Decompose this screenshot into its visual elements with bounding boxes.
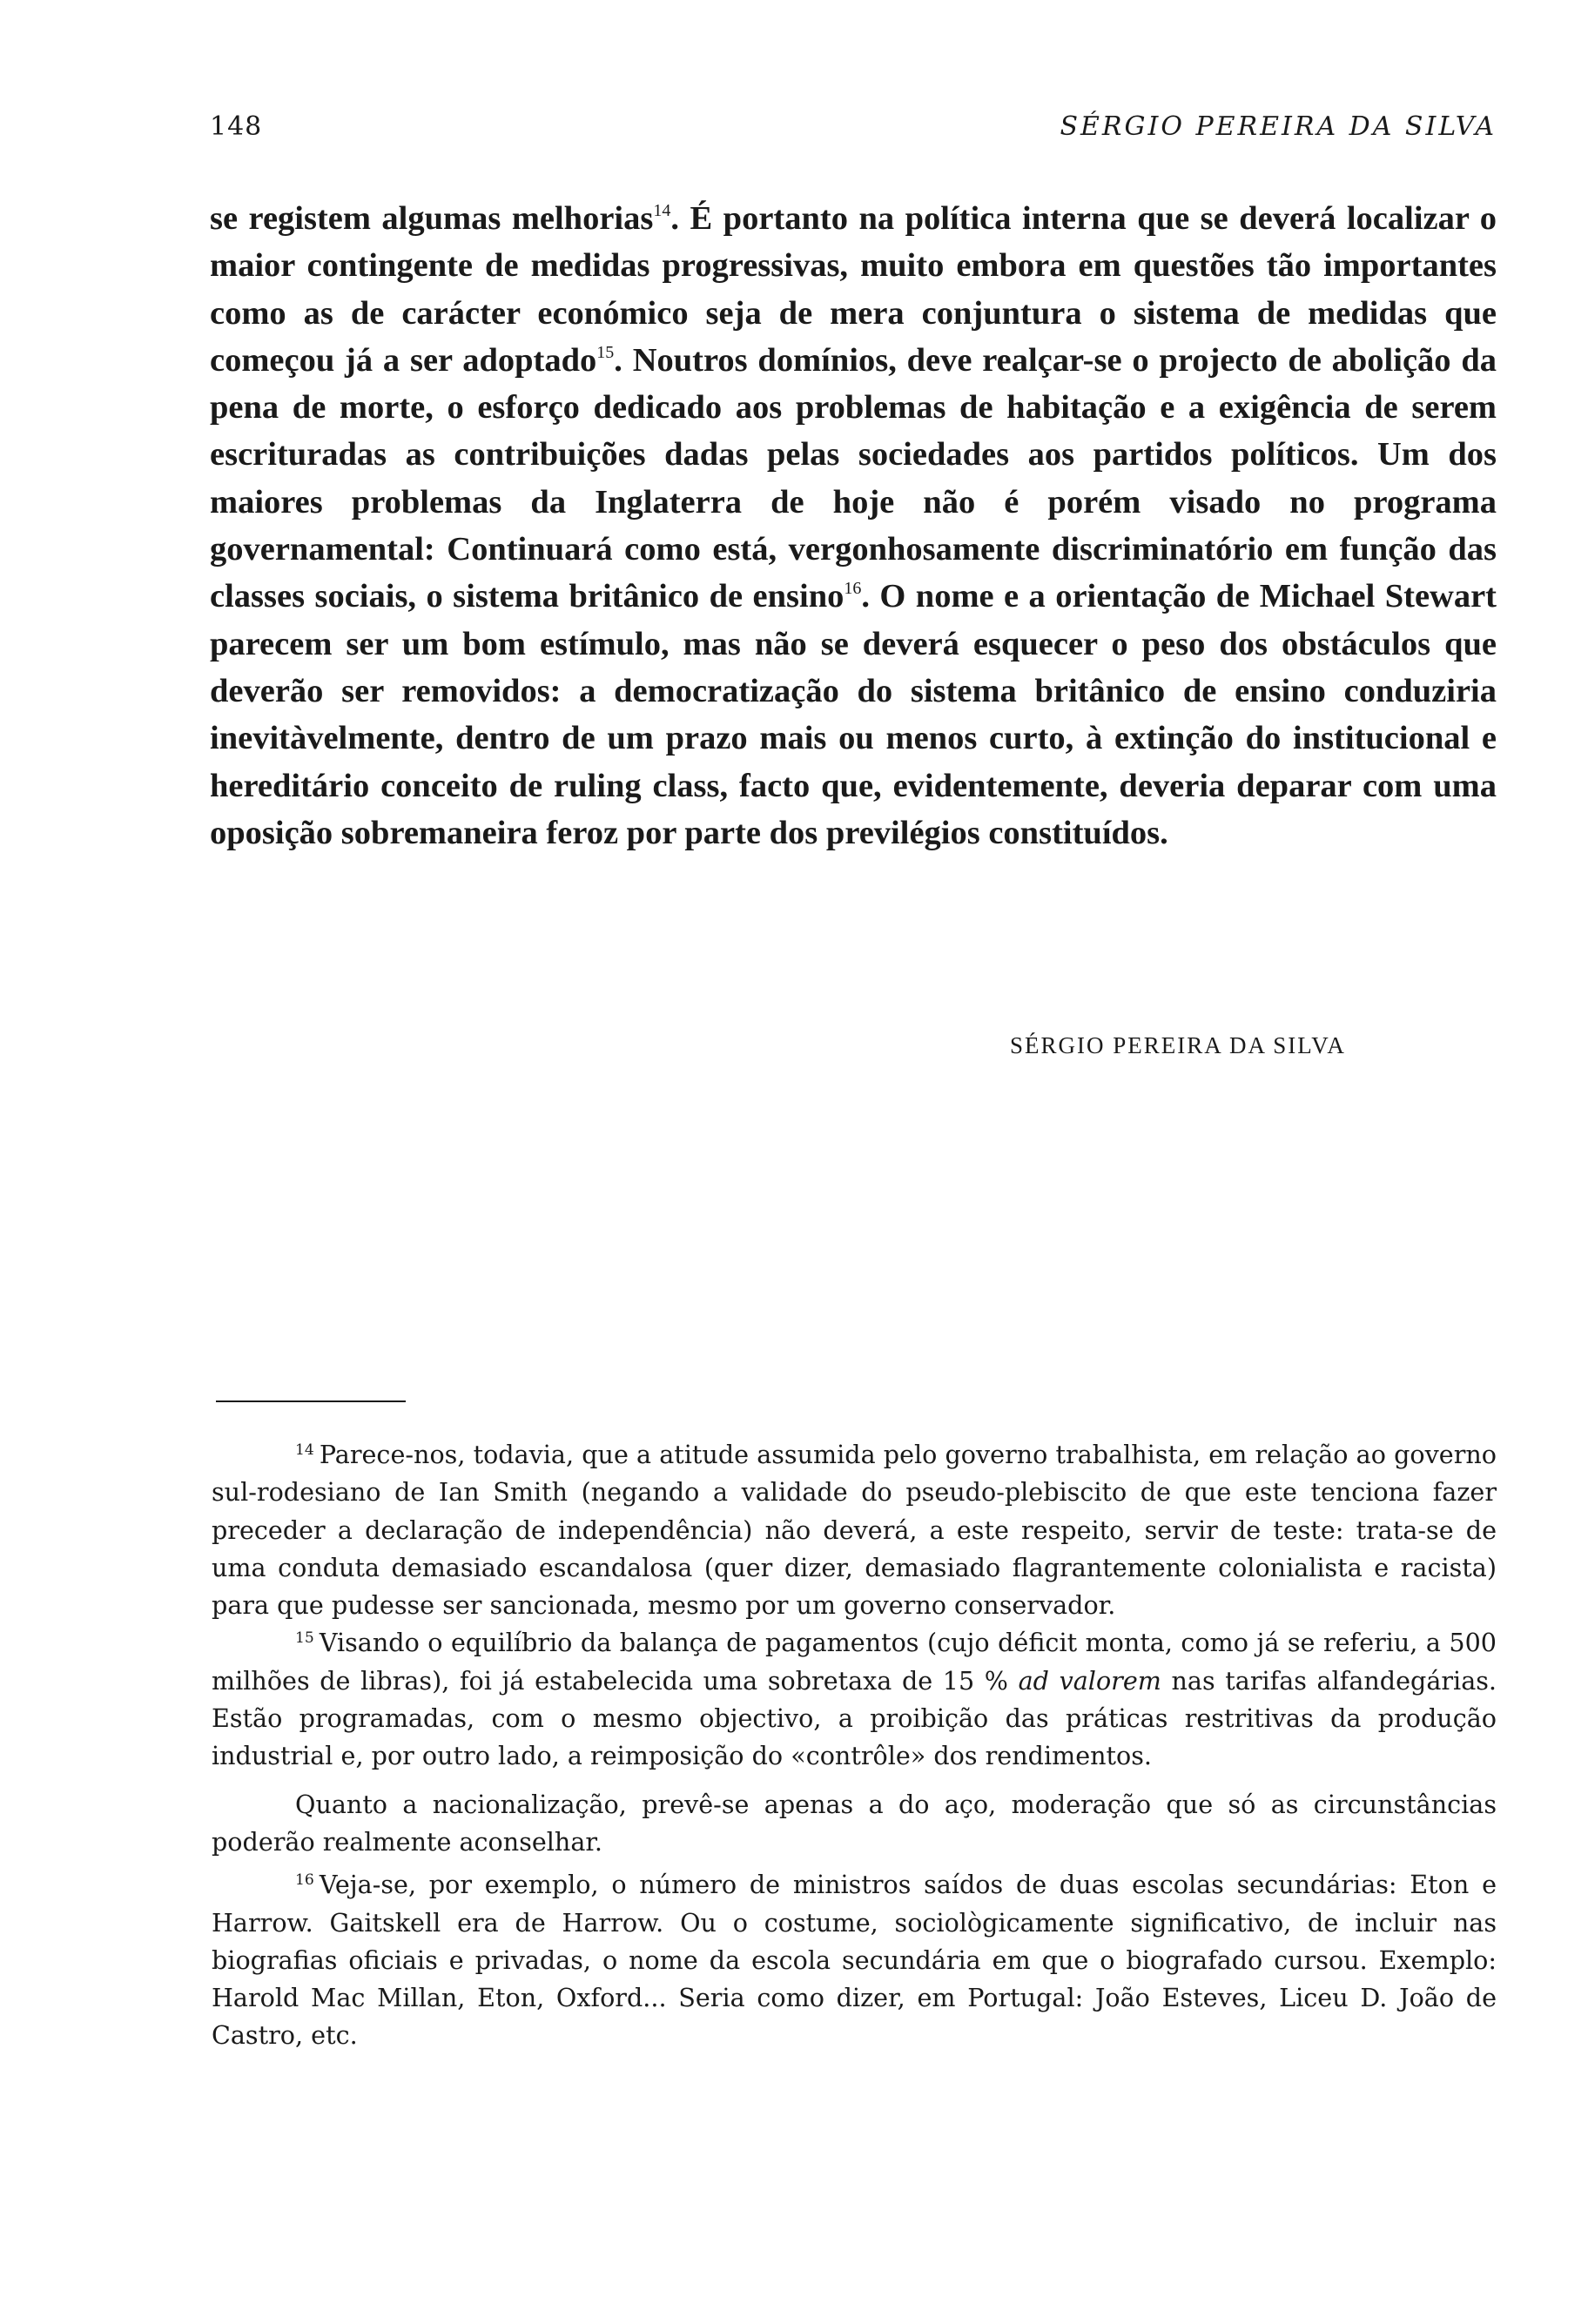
main-text <box>210 195 1497 856</box>
footnote-number: 14 <box>295 1441 314 1459</box>
footnotes <box>212 1436 1497 2055</box>
footnote-text: Quanto a nacionalização, prevê-se apenas a do aço, moderação que só as circunstâncias poderão realmente aconselhar. <box>212 1789 1497 1857</box>
author-signature: SÉRGIO PEREIRA DA SILVA <box>1010 1032 1346 1058</box>
footnote-ref-15: 15 <box>596 342 615 362</box>
footnote-14 <box>212 1436 1497 1624</box>
body-text-3: . Noutros domínios, deve realçar-se o projecto de abolição da pena de morte, o esforço dedicado aos problemas de habitação e a exigência de serem escrituradas as contribuições dadas pelas sociedades aos partidos políticos. Um dos maiores problemas da Inglaterra de hoje não é porém visado no programa governamental: Continuará como está, vergonhosamente discriminatório em função das classes sociais, o sistema britânico de ensino <box>210 341 1497 615</box>
footnote-16 <box>212 1866 1497 2054</box>
body-text-1: se registem algumas melhorias <box>210 200 654 237</box>
footnote-text: Visando o equilíbrio da balança de pagamentos (cujo déficit monta, como já se referiu, a 500 milhões de libras), foi já estabelecida uma sobretaxa de 15 % <box>212 1628 1497 1696</box>
footnote-15-continuation <box>212 1786 1497 1862</box>
footnote-text-cont: nas tarifas alfandegárias. Estão programadas, com o mesmo objectivo, a proibição das práticas restritivas da produção industrial e, por outro lado, a reimposição do «contrôle» dos rendimentos. <box>212 1665 1497 1771</box>
footnote-text: Veja-se, por exemplo, o número de ministros saídos de duas escolas secundárias: Eton e Harrow. Gaitskell era de Harrow. Ou o costume, sociològicamente significativo, de incluir nas biografias oficiais e privadas, o nome da escola secundária em que o biografado cursou. Exemplo: Harold Mac Millan, Eton, Oxford... Seria como dizer, em Portugal: João Esteves, Liceu D. João de Castro, etc. <box>212 1870 1497 2051</box>
footnote-15 <box>212 1624 1497 1775</box>
running-head: SÉRGIO PEREIRA DA SILVA <box>1060 111 1497 142</box>
footnote-number: 16 <box>295 1871 314 1889</box>
body-text-4: . O nome e a orientação de Michael Stewart parecem ser um bom estímulo, mas não se deverá esquecer o peso dos obstáculos que deverão ser removidos: a democratização do sistema britânico de ensino conduziria inevitàvelmente, dentro de um prazo mais ou menos curto, à extinção do institucional e hereditário conceito de ruling class, facto que, evidentemente, deveria deparar com uma oposição sobremaneira feroz por parte dos previlégios constituídos. <box>210 578 1497 851</box>
footnote-number: 15 <box>295 1629 314 1648</box>
footnote-ref-16: 16 <box>844 579 862 599</box>
footnote-ref-14: 14 <box>653 201 671 220</box>
footnote-italic-phrase: ad valorem <box>1018 1665 1161 1696</box>
footnote-divider <box>216 1400 406 1402</box>
footnote-text: Parece-nos, todavia, que a atitude assumida pelo governo trabalhista, em relação ao governo sul-rodesiano de Ian Smith (negando a validade do pseudo-plebiscito de que este tenciona fazer preceder a declaração de independência) não deverá, a este respeito, servir de teste: trata-se de uma conduta demasiado escandalosa (quer dizer, demasiado flagrantemente colonialista e racista) para que pudesse ser sancionada, mesmo por um governo conservador. <box>212 1440 1497 1621</box>
body-paragraph <box>210 195 1497 856</box>
page-number: 148 <box>210 111 263 142</box>
page-header <box>210 111 1497 146</box>
body-text-2: . É portanto na política interna que se deverá localizar o maior contingente de medidas progressivas, muito embora em questões tão importantes como as de carácter económico seja de mera conjuntura o sistema de medidas que começou já a ser adoptado <box>210 200 1497 379</box>
